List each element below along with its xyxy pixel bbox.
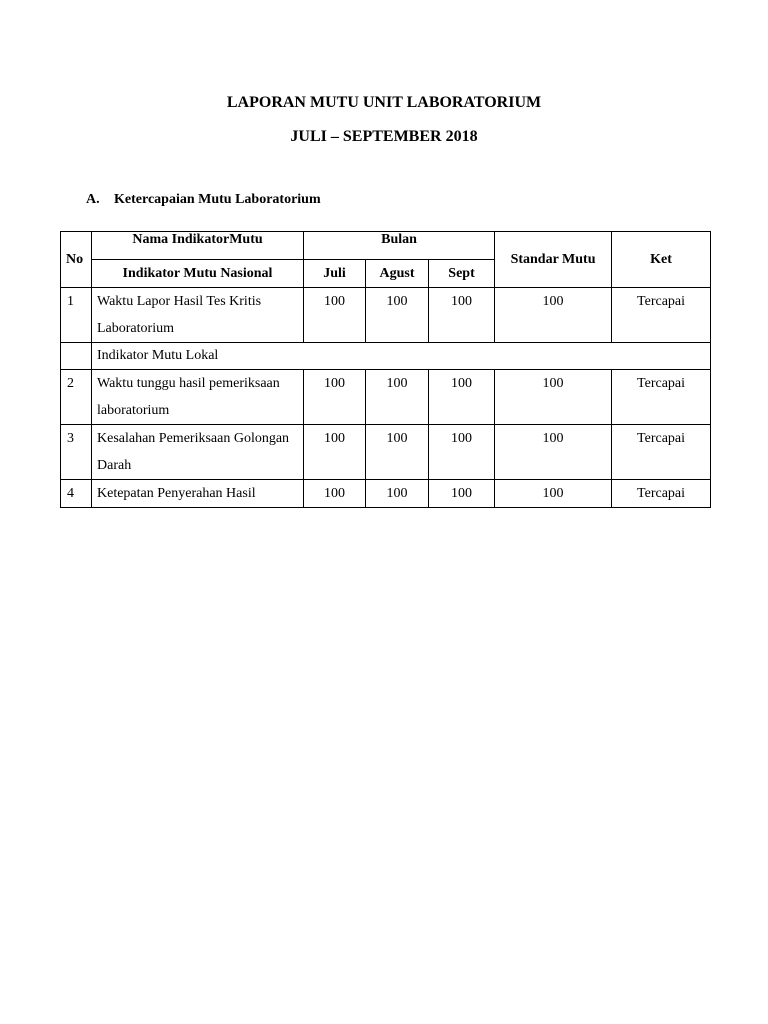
header-agust: Agust [366,260,429,288]
table-header-row-1 [61,232,711,260]
row-indikator: Ketepatan Penyerahan Hasil [92,480,304,508]
row-juli: 100 [304,288,366,343]
section-letter: A. [86,192,100,207]
table-row [61,480,711,508]
row-standar: 100 [495,288,612,343]
row-indikator: Waktu Lapor Hasil Tes Kritis Laboratorium [92,288,304,343]
row-agust: 100 [366,480,429,508]
header-no: No [61,232,92,288]
row-juli: 100 [304,480,366,508]
row-no: 4 [61,480,92,508]
row-sept: 100 [429,425,495,480]
quality-indicator-table [60,231,711,508]
row-no: 3 [61,425,92,480]
table-row [61,288,711,343]
header-nama-indikator: Nama IndikatorMutu [92,232,304,260]
row-sept: 100 [429,480,495,508]
row-no: 1 [61,288,92,343]
group-label-lokal: Indikator Mutu Lokal [92,343,711,370]
section-heading [86,192,321,208]
row-indikator: Kesalahan Pemeriksaan Golongan Darah [92,425,304,480]
section-title: Ketercapaian Mutu Laboratorium [114,192,321,207]
row-sept: 100 [429,288,495,343]
row-standar: 100 [495,425,612,480]
header-sept: Sept [429,260,495,288]
row-ket: Tercapai [612,425,711,480]
header-standar-mutu: Standar Mutu [495,232,612,288]
group-row-no-cell [61,343,92,370]
row-standar: 100 [495,370,612,425]
row-indikator: Waktu tunggu hasil pemeriksaan laboratorium [92,370,304,425]
header-indikator-nasional: Indikator Mutu Nasional [92,260,304,288]
row-standar: 100 [495,480,612,508]
row-ket: Tercapai [612,288,711,343]
document-period: JULI – SEPTEMBER 2018 [290,128,478,145]
table-row [61,370,711,425]
document-title: LAPORAN MUTU UNIT LABORATORIUM [226,94,542,111]
header-juli: Juli [304,260,366,288]
row-agust: 100 [366,370,429,425]
table-row [61,425,711,480]
row-no: 2 [61,370,92,425]
header-bulan: Bulan [304,232,495,260]
row-agust: 100 [366,288,429,343]
row-ket: Tercapai [612,480,711,508]
row-agust: 100 [366,425,429,480]
row-juli: 100 [304,425,366,480]
row-sept: 100 [429,370,495,425]
row-juli: 100 [304,370,366,425]
group-row-lokal [61,343,711,370]
row-ket: Tercapai [612,370,711,425]
header-ket: Ket [612,232,711,288]
